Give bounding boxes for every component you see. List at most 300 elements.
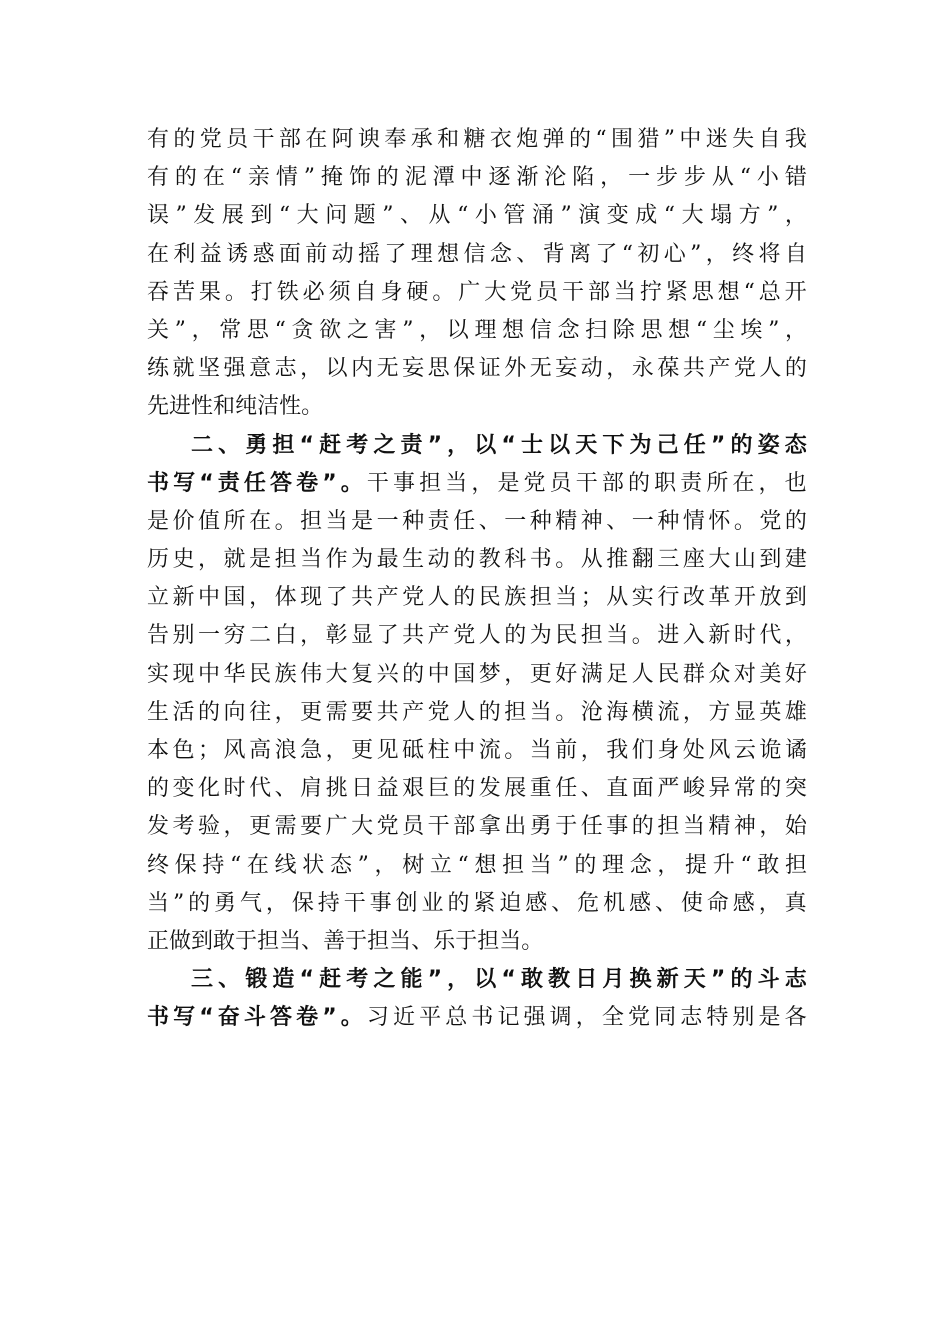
text-char: 新 [656,967,679,993]
text-char: 伟 [300,661,323,687]
text-char: 到 [759,547,782,573]
text-char: 写 [173,470,196,496]
text-char: 失 [732,127,755,152]
text-char: ， [265,890,288,916]
text-char: 于 [345,928,368,954]
text-char: 。 [521,928,544,954]
text-char: “ [621,241,633,267]
text-char: 峻 [682,776,705,802]
text-char: 的 [174,165,197,191]
text-char: 敢 [757,852,780,878]
text-line [147,999,807,1037]
text-char: 担 [419,470,442,496]
text-char: “ [663,203,676,229]
text-char: 是 [351,508,374,534]
text-char: 。 [504,738,527,763]
text-char: 信 [463,241,486,267]
text-char: 特 [706,1005,729,1031]
text-char: 提 [685,852,708,878]
text-char: 艰 [402,776,425,802]
text-char: 士 [520,432,543,458]
text-char: 摇 [358,241,381,267]
text-char: 赶 [319,967,342,993]
text-char: 答 [270,470,293,496]
text-char: 善 [323,928,346,954]
text-char: 妄 [555,356,578,382]
text-char: 部 [453,814,476,840]
text-char: 逐 [488,165,511,191]
text-char: 的 [569,127,592,152]
text-char: 念 [489,241,512,267]
text-char: 的 [376,165,399,191]
text-char: 了 [376,623,399,649]
text-char: 生 [402,547,425,573]
text-char: 想 [717,279,740,305]
text-char: 值 [198,508,221,534]
text-char: 硬 [406,279,429,305]
text-char: 答 [270,1005,293,1031]
text-char: 一 [631,508,654,534]
text-char: 见 [376,738,399,763]
text-char: 创 [395,890,418,916]
text-char: 的 [504,623,527,649]
text-char: 理 [474,317,497,343]
text-char: 急 [300,738,323,763]
text-char: 塌 [710,203,733,229]
text-char: 敢 [520,967,543,993]
text-char: 埃 [740,317,763,343]
text-char: 前 [305,241,328,267]
text-char: 诡 [759,738,782,763]
text-char: 国 [453,661,476,687]
text-line [147,847,807,885]
text-char: 员 [226,127,249,152]
text-char: 怀 [708,508,731,534]
text-char: 想 [502,317,525,343]
text-char: 当 [499,928,522,954]
text-char: ” [427,967,443,993]
text-char: 需 [274,814,297,840]
text-char: 的 [453,547,476,573]
text-char: 事 [606,814,629,840]
text-char: 永 [631,356,654,382]
text-char: 想 [437,241,460,267]
text-char: 变 [606,203,629,229]
text-char: 、 [516,241,539,267]
text-char: “ [743,279,755,305]
text-char: 书 [147,1005,170,1031]
text-char: 高 [249,738,272,763]
text-char: 铁 [276,279,299,305]
text-char: 任 [453,508,476,534]
text-char: 书 [529,547,552,573]
text-char: ” [322,1005,337,1031]
text-line [147,808,807,846]
text-char: 人 [453,699,476,725]
text-char: ， [600,165,623,191]
text-char: 横 [631,699,654,725]
text-char: ， [759,814,782,840]
text-char: 员 [549,470,572,496]
text-char: 换 [629,967,652,993]
text-char: 正 [147,928,170,954]
text-char: 利 [173,241,196,267]
text-char: 拿 [478,814,501,840]
text-char: 部 [587,279,610,305]
text-char: 一 [376,508,399,534]
text-char: 挑 [325,776,348,802]
text-char: ， [575,1005,598,1031]
text-char: 满 [580,661,603,687]
text-char: 持 [317,890,340,916]
text-char: “ [199,1005,214,1031]
text-char: 共 [376,699,399,725]
text-char: 感 [525,890,548,916]
text-char: 就 [223,547,246,573]
text-char: 情 [275,165,298,191]
text-char: 美 [759,661,782,687]
text-char: 饰 [348,165,371,191]
text-char: ， [682,699,705,725]
text-line [147,465,807,503]
text-char: ， [471,470,494,496]
text-char: 。 [224,279,247,305]
text-char: 之 [373,432,396,458]
text-char: 书 [471,1005,494,1031]
text-char: 党 [510,279,533,305]
text-char: 和 [213,394,236,420]
text-char: 担 [274,547,297,573]
text-char: 中 [453,738,476,763]
text-char: 种 [657,508,680,534]
text-char: 现 [300,585,323,611]
text-char: 的 [198,699,221,725]
text-char: 的 [574,852,597,878]
text-char: 步 [683,165,706,191]
text-char: 在 [732,470,755,496]
text-char: 强 [523,1005,546,1031]
text-char: 当 [445,470,468,496]
text-line [147,503,807,541]
text-char: 产 [402,699,425,725]
text-char: 作 [325,547,348,573]
text-char: ； [580,585,603,611]
text-char: 的 [784,508,807,534]
text-char: 、 [411,928,434,954]
text-char: 。 [340,470,363,496]
text-char: 为 [529,623,552,649]
text-char: 思 [691,279,714,305]
text-char: 实 [631,585,654,611]
text-char: 当 [529,699,552,725]
text-char: “ [274,317,286,343]
text-char: 从 [606,585,629,611]
text-char: 神 [580,508,603,534]
text-char: 我 [784,127,807,152]
text-char: 性 [191,394,214,420]
text-char: 是 [147,508,170,534]
text-char: 族 [504,585,527,611]
text-char: 平 [419,1005,442,1031]
text-char: 保 [174,852,197,878]
text-char: “ [299,432,314,458]
text-char: 神 [733,814,756,840]
text-char: 中 [460,165,483,191]
text-char: 内 [351,356,374,382]
text-char: 于 [235,928,258,954]
text-char: 性 [279,394,302,420]
text-char: 实 [147,661,170,687]
text-char: 在 [147,241,170,267]
text-char: 当 [529,852,552,878]
text-char: 一 [198,623,221,649]
text-char: 日 [575,967,598,993]
text-char: 党 [402,585,425,611]
text-char: 建 [784,547,807,573]
text-char: 斗 [757,967,780,993]
text-char: 、 [218,967,241,993]
text-char: “ [501,967,516,993]
text-char: 做 [169,928,192,954]
text-char: 一 [628,165,651,191]
text-char: 欲 [319,317,342,343]
text-char: 梦 [478,661,501,687]
text-char: 、 [478,508,501,534]
text-char: 改 [682,585,705,611]
text-char: 也 [784,470,807,496]
text-char: 种 [529,508,552,534]
text-char: 发 [193,203,216,229]
text-line [147,274,807,312]
text-char: 想 [668,317,691,343]
text-char: 天 [575,432,598,458]
text-char: 巨 [427,776,450,802]
text-char: 产 [376,585,399,611]
text-char: 员 [402,814,425,840]
text-char: 验 [198,814,221,840]
text-char: 树 [402,852,425,878]
text-char: ” [690,241,702,267]
text-char: 步 [655,165,678,191]
text-char: 想 [474,852,497,878]
text-char: “ [695,317,708,343]
text-char: 勇 [245,432,268,458]
text-char: “ [457,852,469,878]
text-line [147,617,807,655]
text-char: 价 [172,508,195,534]
text-char: 科 [504,547,527,573]
text-char: 族 [274,661,297,687]
text-char: 思 [427,356,450,382]
text-char: 小 [474,203,497,229]
text-char: 线 [274,852,297,878]
text-char: 的 [147,776,170,802]
text-char: 责 [400,432,423,458]
text-char: 入 [682,623,705,649]
text-char: 体 [274,585,297,611]
text-char: 的 [453,776,476,802]
text-char: 进 [169,394,192,420]
text-char: 兴 [376,661,399,687]
text-char: ” [710,432,726,458]
text-char: 状 [302,852,325,878]
text-char: 别 [732,1005,755,1031]
text-char: 是 [249,547,272,573]
text-char: 处 [682,738,705,763]
text-char: 担 [272,432,295,458]
text-char: 当 [389,928,412,954]
text-char: 党 [199,127,222,152]
text-char: 同 [654,1005,677,1031]
text-char: 任 [683,432,706,458]
text-char: 当 [300,547,323,573]
text-char: 山 [733,547,756,573]
text-char: 好 [784,661,807,687]
text-char: 责 [680,470,703,496]
text-char: 承 [410,127,433,152]
text-char: 部 [278,127,301,152]
text-char: “ [230,852,242,878]
text-char: 当 [555,585,578,611]
text-char: 党 [627,1005,650,1031]
text-char: 需 [325,699,348,725]
text-char: 民 [555,623,578,649]
text-char: 思 [246,317,269,343]
text-char: 英 [759,699,782,725]
text-char: 的 [478,699,501,725]
text-char: 立 [147,585,170,611]
text-char: ， [223,814,246,840]
text-char: 吞 [147,279,170,305]
text-char: 民 [249,661,272,687]
text-char: 自 [784,241,807,267]
text-char: 责 [427,508,450,534]
text-char: 放 [759,585,782,611]
text-char: 所 [223,508,246,534]
text-char: “ [230,165,243,191]
text-char: 风 [223,738,246,763]
text-char: 到 [250,203,273,229]
text-char: 担 [529,585,552,611]
text-char: 尘 [712,317,735,343]
text-char: 担 [257,928,280,954]
text-char: “ [740,852,752,878]
text-char: 的 [173,127,196,152]
text-char: 代 [759,623,782,649]
text-char: 敢 [213,928,236,954]
text-char: 华 [223,661,246,687]
text-char: 、 [218,432,241,458]
text-char: 展 [221,203,244,229]
text-char: 别 [172,623,195,649]
text-char: 锻 [245,967,268,993]
text-char: 担 [477,928,500,954]
text-char: 发 [147,814,170,840]
text-line [147,197,807,235]
text-char: 开 [733,585,756,611]
text-line [147,885,807,923]
text-char: 担 [784,852,807,878]
text-char: 担 [657,814,680,840]
text-char: 代 [249,776,272,802]
text-char: 党 [523,470,546,496]
text-char: 升 [712,852,735,878]
text-char: 开 [784,279,807,305]
text-char: 意 [249,356,272,382]
text-char: 二 [249,623,272,649]
text-char: 担 [580,623,603,649]
text-char: 益 [199,241,222,267]
text-char: 人 [427,585,450,611]
text-char: 行 [657,585,680,611]
text-char: 任 [243,470,266,496]
text-char: ” [663,127,675,152]
text-line [147,961,807,999]
text-char: 部 [601,470,624,496]
text-char: 成 [635,203,658,229]
text-char: 直 [606,776,629,802]
text-char: 、 [551,890,574,916]
text-char: 。 [555,699,578,725]
text-char: 干 [562,279,585,305]
text-char: 告 [147,623,170,649]
text-char: 现 [172,661,195,687]
text-char: 党 [733,356,756,382]
text-char: 浪 [274,738,297,763]
text-char: 要 [351,699,374,725]
text-char: 产 [427,623,450,649]
text-char: 从 [711,165,734,191]
text-char: 、 [301,928,324,954]
text-char: 展 [504,776,527,802]
text-char: 党 [427,699,450,725]
text-char: 干 [575,470,598,496]
text-char: 流 [478,738,501,763]
text-char: 向 [223,699,246,725]
text-char: 亲 [247,165,270,191]
text-char: 色 [172,738,195,763]
text-char: 国 [223,585,246,611]
document-body [147,121,807,1038]
text-char: 。 [274,508,297,534]
text-char: 更 [249,814,272,840]
text-char: 危 [577,890,600,916]
text-char: 广 [458,279,481,305]
text-char: 员 [536,279,559,305]
text-char: 在 [305,127,328,152]
text-char: 有 [147,127,170,152]
text-char: 的 [627,470,650,496]
text-char: 海 [606,699,629,725]
text-char: 方 [738,203,761,229]
text-char: 我 [606,738,629,763]
text-char: 洁 [257,394,280,420]
text-char: 在 [246,852,269,878]
text-char: 谲 [784,738,807,763]
text-char: 常 [733,776,756,802]
text-char: 身 [380,279,403,305]
text-char: 云 [733,738,756,763]
text-char: 当 [682,814,705,840]
text-char: 、 [580,776,603,802]
text-char: 的 [730,967,753,993]
text-char: 的 [730,432,753,458]
text-char: 动 [331,241,354,267]
text-char: 最 [376,547,399,573]
text-line [147,312,807,350]
text-char: 到 [191,928,214,954]
text-char: ， [447,967,470,993]
